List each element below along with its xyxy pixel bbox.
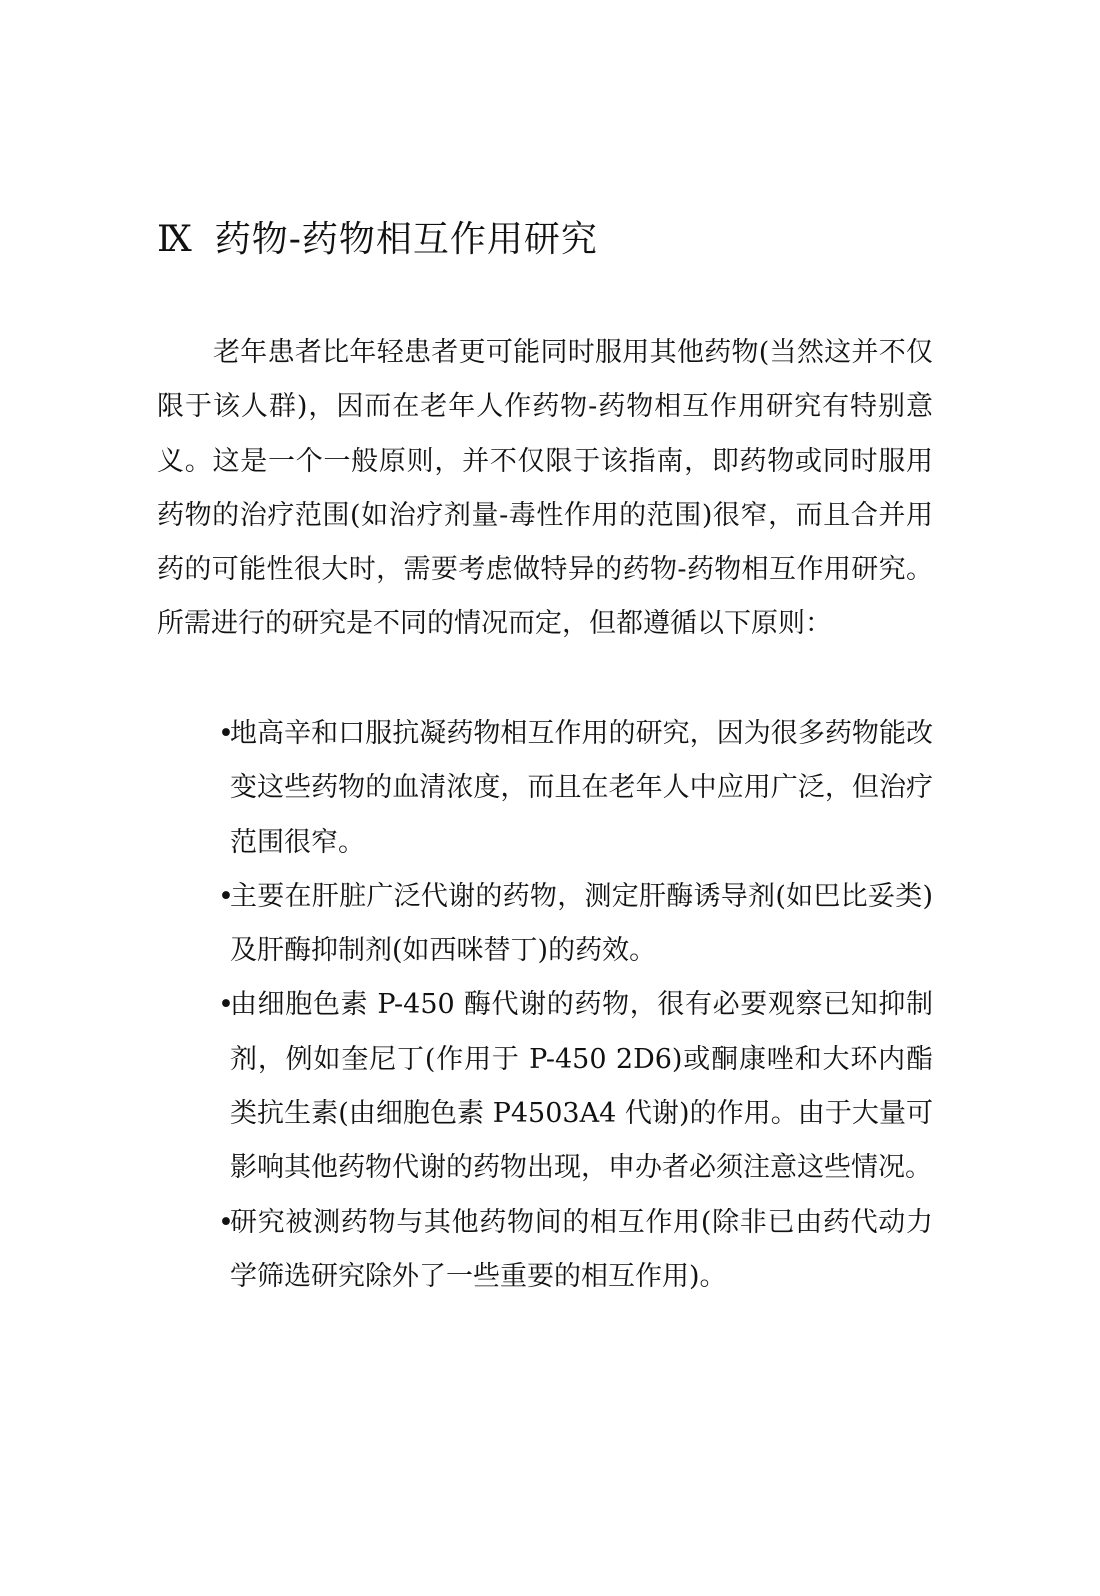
section-title: 药物-药物相互作用研究 (214, 219, 598, 260)
bullet-icon: • (218, 718, 234, 749)
section-number: Ⅸ (157, 219, 193, 260)
intro-paragraph: 老年患者比年轻患者更可能同时服用其他药物(当然这并不仅限于该人群)，因而在老年人作药物-药物相互作用研究有特别意义。这是一个一般原则，并不仅限于该指南，即药物或同时服用药物的治疗范围(如治疗剂量-毒性作用的范围)很窄，而且合并用药的可能性很大时，需要考虑做特异的药物-药物相互作用研究。所需进行的研究是不同的情况而定，但都遵循以下原则： (157, 337, 933, 640)
list-item (218, 1196, 933, 1305)
bullet-icon: • (218, 1206, 234, 1238)
section-heading (157, 214, 598, 266)
principles-list (218, 707, 933, 1304)
list-item (218, 870, 933, 979)
list-item-text: 研究被测药物与其他药物间的相互作用(除非已由药代动力学筛选研究除外了一些重要的相互作用)。 (230, 1206, 933, 1292)
bullet-icon: • (218, 989, 234, 1021)
list-item-text: 地高辛和口服抗凝药物相互作用的研究，因为很多药物能改变这些药物的血清浓度，而且在老年人中应用广泛，但治疗范围很窄。 (230, 718, 933, 858)
list-item-text: 主要在肝脏广泛代谢的药物，测定肝酶诱导剂(如巴比妥类)及肝酶抑制剂(如西咪替丁)的药效。 (230, 880, 933, 967)
bullet-icon: • (218, 880, 234, 912)
list-item (218, 707, 933, 870)
list-item-text: 由细胞色素 P-450 酶代谢的药物，很有必要观察已知抑制剂，例如奎尼丁(作用于 P-450 2D6)或酮康唑和大环内酯类抗生素(由细胞色素 P4503A4 代谢)的作用。由于大量可影响其他药物代谢的药物出现，申办者必须注意这些情况。 (230, 989, 933, 1184)
list-item (218, 978, 933, 1195)
